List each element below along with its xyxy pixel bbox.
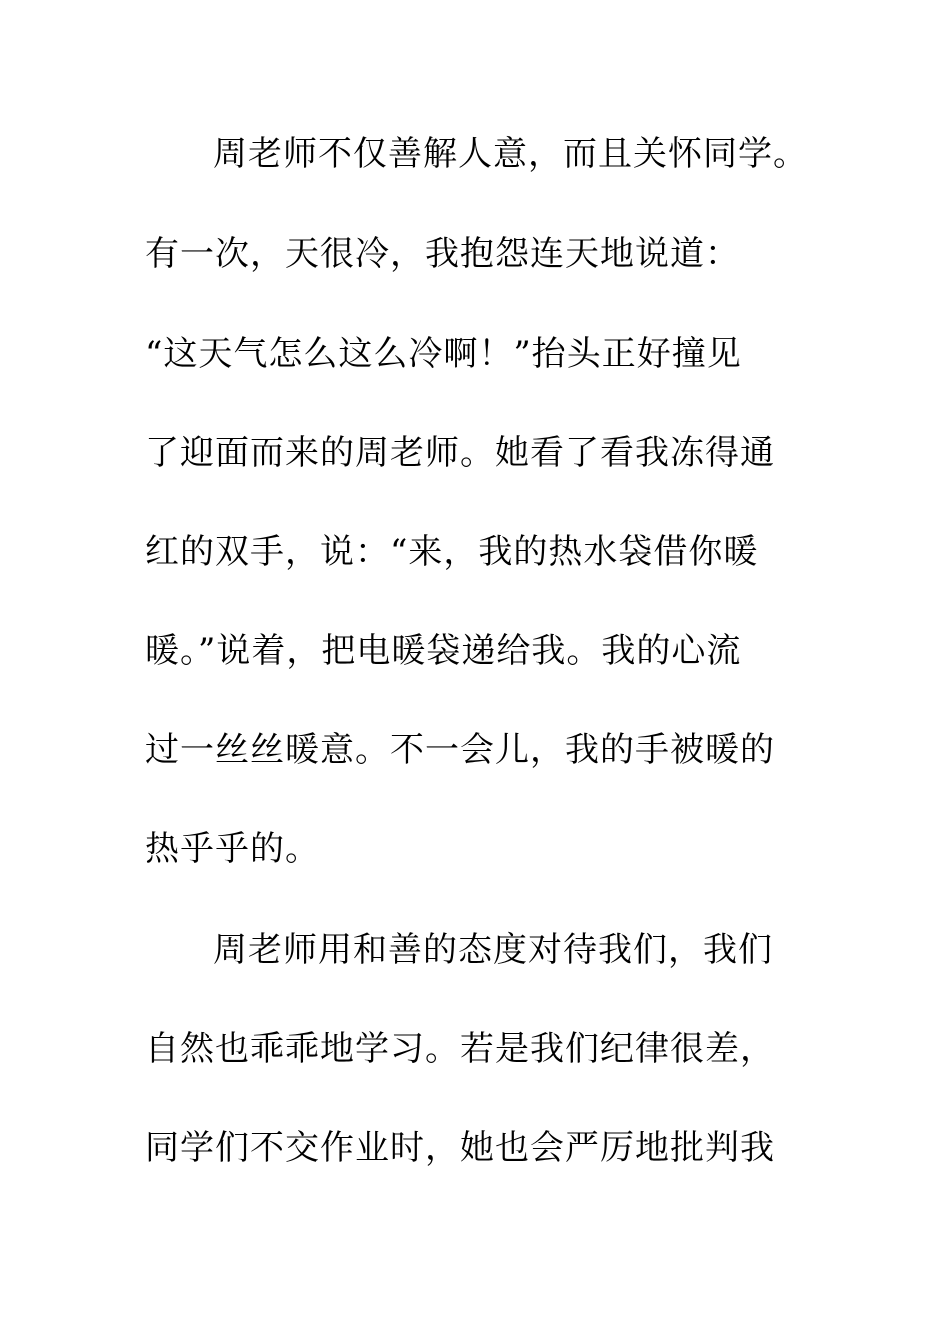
paragraph-1-line-7: 过一丝丝暖意。不一会儿，我的手被暖的 [145,730,775,770]
paragraph-2-line-3: 同学们不交作业时，她也会严厉地批判我 [145,1128,775,1168]
paragraph-1-line-3: “这天气怎么这么冷啊！”抬头正好撞见 [145,334,742,374]
paragraph-1-line-8: 热乎乎的。 [145,829,320,869]
paragraph-1-line-5: 红的双手，说：“来，我的热水袋借你暖 [145,532,759,572]
paragraph-2-line-2: 自然也乖乖地学习。若是我们纪律很差， [145,1029,775,1069]
paragraph-2-line-1: 周老师用和善的态度对待我们，我们 [213,930,773,970]
paragraph-1-line-2: 有一次，天很冷，我抱怨连天地说道： [145,234,740,274]
paragraph-1-line-6: 暖。”说着，把电暖袋递给我。我的心流 [145,631,742,671]
paragraph-1-line-4: 了迎面而来的周老师。她看了看我冻得通 [145,433,775,473]
paragraph-1-line-1: 周老师不仅善解人意，而且关怀同学。 [213,134,808,174]
